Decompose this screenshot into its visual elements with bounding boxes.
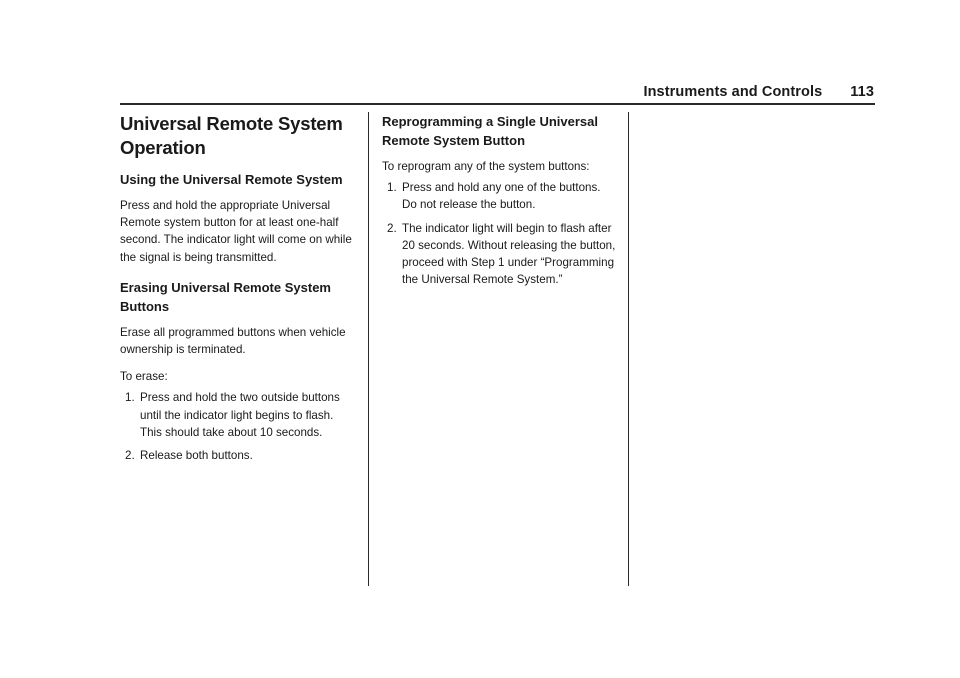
list-item [382,179,618,213]
header-divider [120,103,875,105]
using-body: Press and hold the appropriate Universal Remote system button for at least one-half second. The indicator light will come on while the signal is being transmitted. [120,199,352,264]
erasing-heading: Erasing Universal Remote System Buttons [120,279,331,314]
step-number: 1. [387,181,397,195]
step-text: Press and hold the two outside buttons until the indicator light begins to flash. This should take about 10 seconds. [140,391,340,439]
list-item [120,389,356,441]
reprogram-intro: To reprogram any of the system buttons: [382,160,590,173]
step-text: The indicator light will begin to flash after 20 seconds. Without releasing the button, proceed with Step 1 under “Programming the Universal Remote System.” [402,221,616,287]
erasing-body: Erase all programmed buttons when vehicle ownership is terminated. [120,325,346,357]
page-title: Universal Remote System Operation [120,113,343,158]
erase-intro: To erase: [120,370,168,384]
step-number: 2. [387,221,397,235]
left-column [120,112,356,470]
page-number: 113 [850,84,874,100]
step-number: 2. [125,449,135,463]
column-divider [628,112,629,586]
step-number: 1. [125,391,135,405]
page-header [643,84,874,100]
erase-steps [120,389,356,464]
column-divider [368,112,369,586]
section-title: Instruments and Controls [643,84,823,100]
using-heading: Using the Universal Remote System [120,172,343,187]
reprogramming-heading: Reprogramming a Single Universal Remote System Button [382,114,599,148]
reprogram-steps [382,179,618,288]
step-text: Release both buttons. [140,449,253,463]
list-item [382,220,618,289]
middle-column [382,112,618,294]
step-text: Press and hold any one of the buttons. Do not release the button. [402,181,601,212]
list-item [120,447,356,464]
